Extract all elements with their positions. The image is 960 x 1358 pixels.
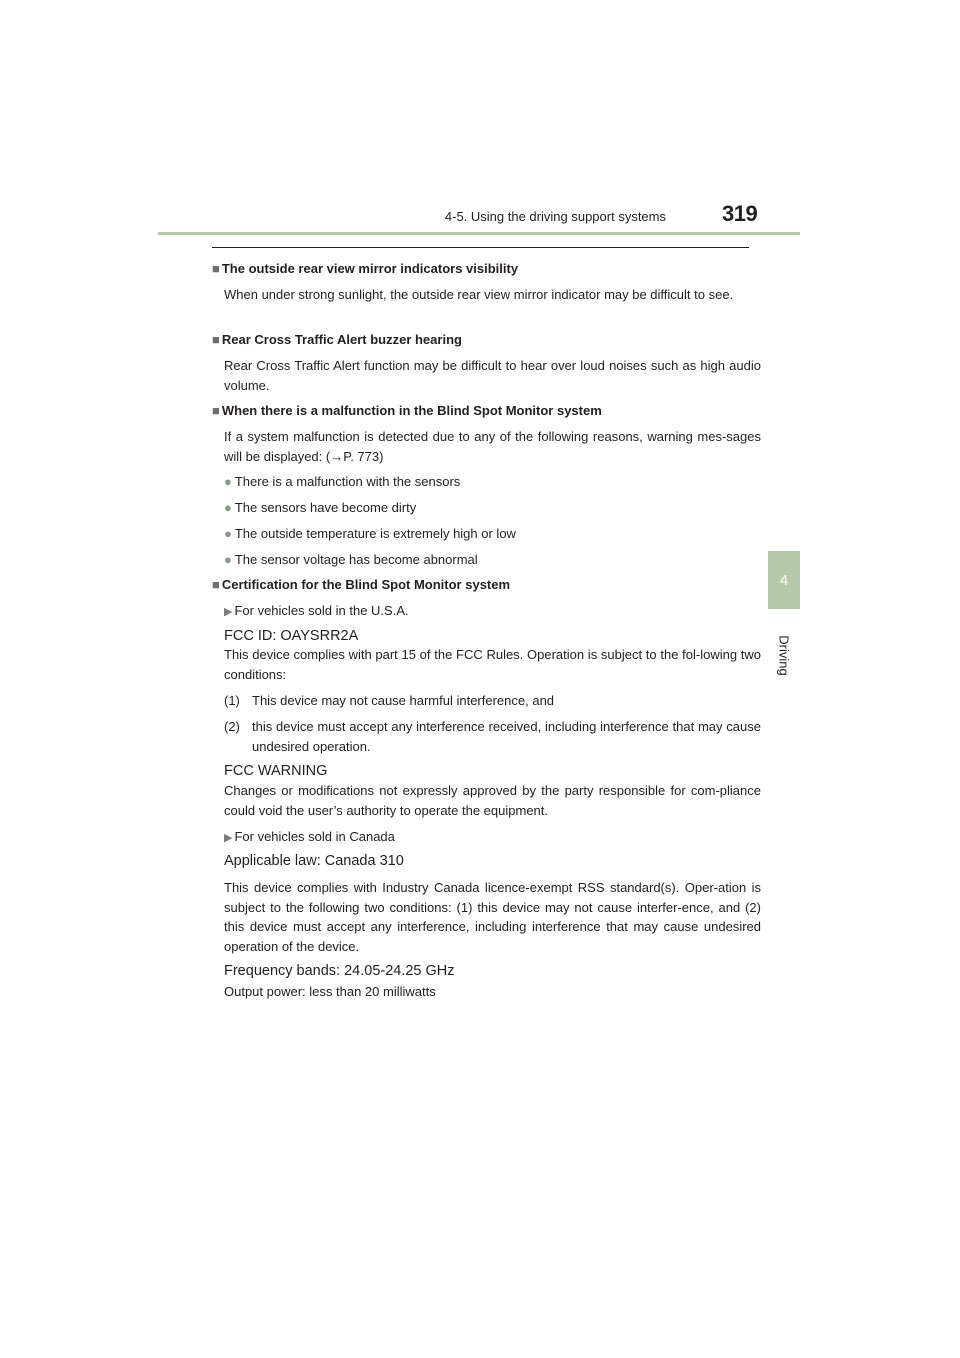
- canada-law: Applicable law: Canada 310: [224, 853, 404, 869]
- bullet-text: The sensors have become dirty: [234, 500, 417, 515]
- bullet-item: [212, 472, 761, 492]
- bullet-item: [212, 550, 761, 570]
- content-rule: [212, 247, 749, 248]
- circle-bullet-icon: ●: [224, 526, 232, 541]
- malfunction-body: If a system malfunction is detected due to any of the following reasons, warning mes-sages will be displayed: (→P. 773): [224, 429, 761, 464]
- condition-item: [212, 691, 761, 711]
- square-bullet-icon: ■: [212, 403, 220, 418]
- fcc-text: This device complies with part 15 of the FCC Rules. Operation is subject to the fol-lowing two conditions:: [224, 647, 761, 682]
- circle-bullet-icon: ●: [224, 500, 232, 515]
- bullet-item: [212, 498, 761, 518]
- usa-label: [212, 601, 761, 623]
- bullet-text: The sensor voltage has become abnormal: [234, 552, 478, 567]
- condition-text: This device may not cause harmful interference, and: [252, 693, 555, 708]
- square-bullet-icon: ■: [212, 577, 220, 592]
- bullet-text: The outside temperature is extremely high or low: [234, 526, 516, 541]
- page-number: 319: [722, 201, 758, 226]
- buzzer-body: Rear Cross Traffic Alert function may be difficult to hear over loud noises such as high audio volume.: [224, 358, 761, 393]
- fcc-warning-text: Changes or modifications not expressly approved by the party responsible for com-pliance could void the user’s authority to operate the equipment.: [224, 783, 761, 818]
- mirror-body: When under strong sunlight, the outside rear view mirror indicator may be difficult to see.: [224, 287, 734, 302]
- fcc-id: FCC ID: OAYSRR2A: [224, 628, 359, 644]
- heading-certification: [212, 575, 749, 595]
- chapter-number: 4: [779, 571, 789, 589]
- heading-text: When there is a malfunction in the Blind Spot Monitor system: [221, 403, 602, 418]
- square-bullet-icon: ■: [212, 332, 220, 347]
- frequency-bands: Frequency bands: 24.05-24.25 GHz: [224, 963, 455, 979]
- bullet-text: There is a malfunction with the sensors: [234, 474, 461, 489]
- condition-number: (1): [224, 693, 240, 708]
- square-bullet-icon: ■: [212, 261, 220, 276]
- heading-buzzer: [212, 330, 749, 350]
- condition-number: (2): [224, 719, 240, 734]
- circle-bullet-icon: ●: [224, 552, 232, 567]
- heading-malfunction: [212, 401, 749, 421]
- usa-label-text: For vehicles sold in the U.S.A.: [234, 603, 409, 618]
- canada-text: This device complies with Industry Canada licence-exempt RSS standard(s). Oper-ation is subject to the following two conditions: (1) this device may not cause interfer-ence, and (2) this device must accept any interference, including interference that may cause undesired operation of the device.: [224, 880, 761, 954]
- canada-label: [212, 827, 761, 849]
- heading-mirror: [212, 259, 749, 279]
- section-title: 4-5. Using the driving support systems: [444, 209, 666, 224]
- chapter-label: Driving: [776, 635, 792, 676]
- chapter-tab: [768, 551, 800, 609]
- bullet-item: [212, 524, 761, 544]
- condition-item: [212, 717, 761, 756]
- fcc-warning: FCC WARNING: [224, 763, 328, 779]
- triangle-right-icon: ▶: [224, 832, 233, 844]
- output-power: Output power: less than 20 milliwatts: [224, 984, 436, 999]
- circle-bullet-icon: ●: [224, 474, 232, 489]
- header-rule: [158, 232, 800, 235]
- condition-text: this device must accept any interference received, including interference that may cause undesired operation.: [252, 719, 761, 754]
- heading-text: Certification for the Blind Spot Monitor system: [221, 577, 511, 592]
- heading-text: The outside rear view mirror indicators visibility: [221, 261, 519, 276]
- triangle-right-icon: ▶: [224, 606, 233, 618]
- heading-text: Rear Cross Traffic Alert buzzer hearing: [221, 332, 462, 347]
- canada-label-text: For vehicles sold in Canada: [234, 829, 395, 844]
